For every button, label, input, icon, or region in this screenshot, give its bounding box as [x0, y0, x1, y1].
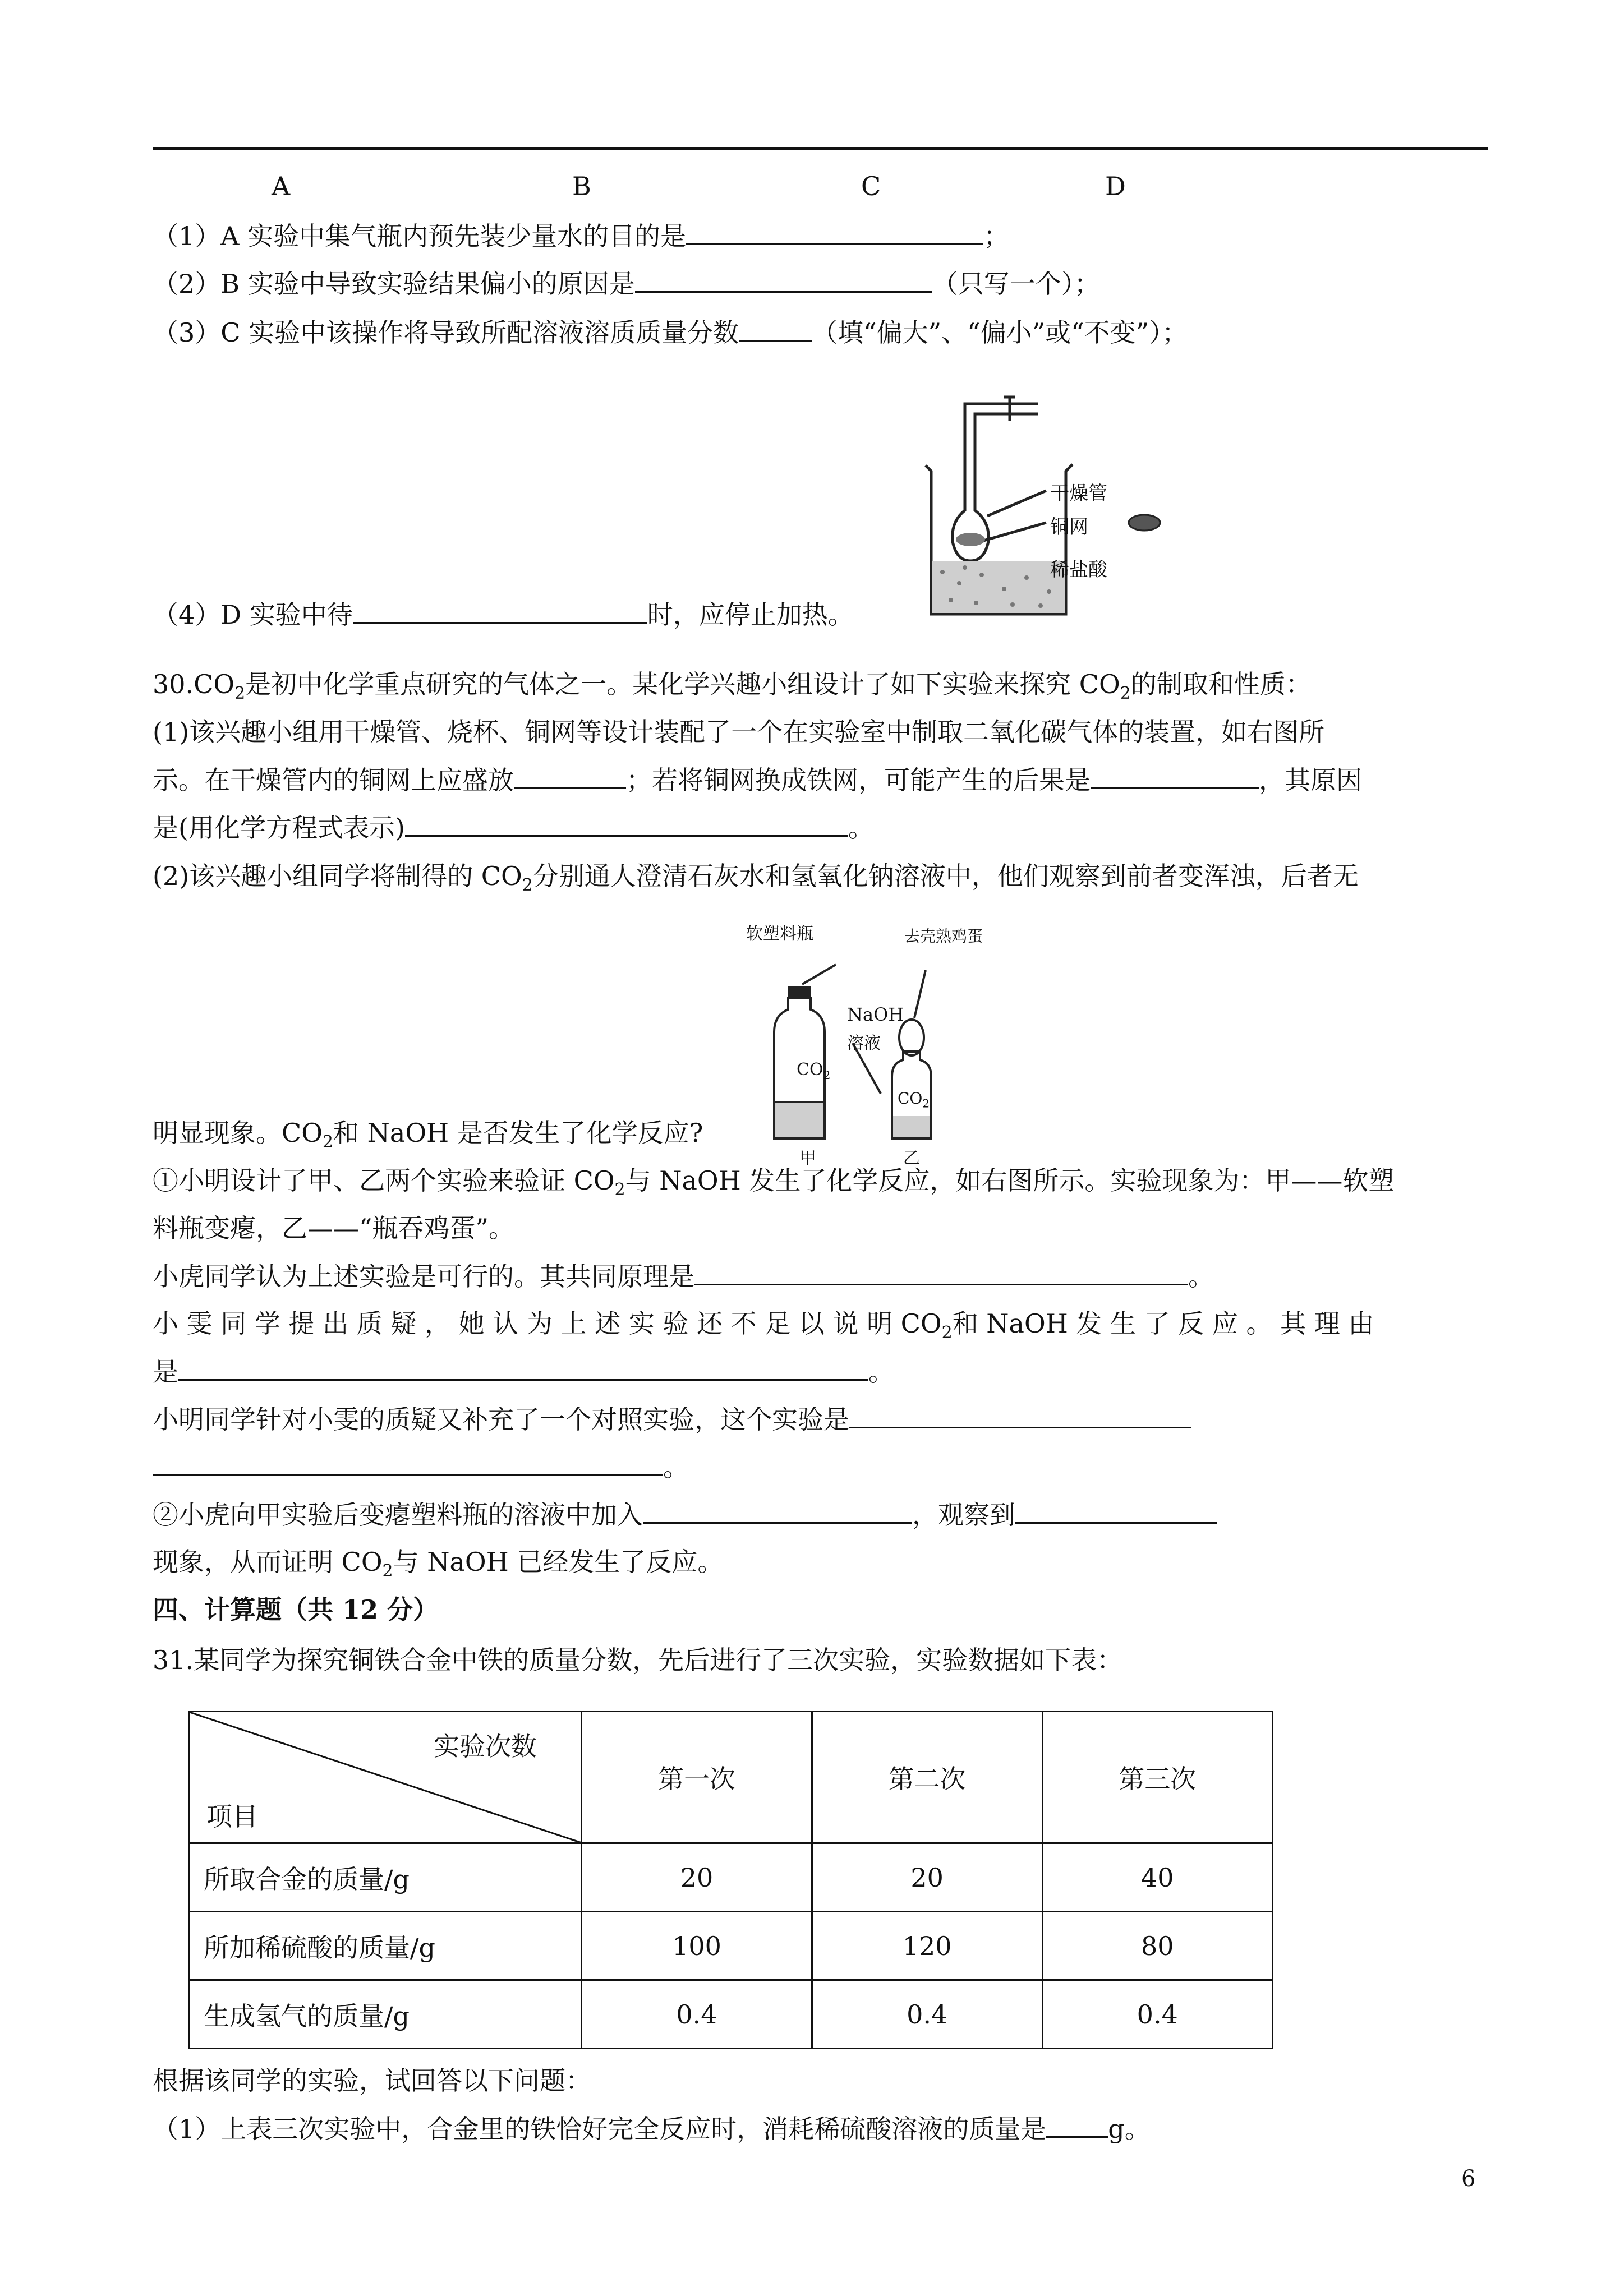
- q30-c1-line3: [153, 1259, 1214, 1293]
- experiment-data-table: [188, 1711, 1273, 2049]
- subscript: 2: [823, 1068, 831, 1082]
- text-run: 的制取和性质：: [1130, 669, 1312, 699]
- answer-blank[interactable]: [514, 763, 626, 789]
- section-title: 四、计算题（共 12 分）: [153, 1594, 439, 1625]
- q29-part3-text: （3）C 实验中该操作将导致所配溶液溶质质量分数: [153, 317, 739, 348]
- label-dilute-hcl: 稀盐酸: [1050, 559, 1107, 581]
- text-run: 示。在干燥管内的铜网上应盛放: [153, 765, 514, 795]
- q30-c1-line7: [153, 1450, 689, 1484]
- subscript: 2: [322, 1132, 334, 1152]
- label-jia: 甲: [799, 1149, 816, 1168]
- text-run: （1）上表三次实验中，合金里的铁恰好完全反应时，消耗稀硫酸溶液的质量是: [153, 2114, 1047, 2144]
- text-run: 。: [1188, 1261, 1214, 1292]
- column-header: 第二次: [812, 1712, 1042, 1843]
- q29-part2-end: （只写一个）；: [932, 269, 1100, 299]
- text-run: 30.CO: [153, 669, 235, 699]
- option-label-b: B: [572, 171, 591, 201]
- q30-c2-line2: [153, 1545, 723, 1588]
- q30-c1-line5: [153, 1354, 894, 1389]
- label-peeled-egg: 去壳熟鸡蛋: [904, 927, 983, 946]
- answer-blank[interactable]: [1046, 2111, 1108, 2138]
- q29-part2-text: （2）B 实验中导致实验结果偏小的原因是: [153, 269, 635, 299]
- q29-part1-text: （1）A 实验中集气瓶内预先装少量水的目的是: [153, 221, 687, 251]
- q29-part4: [153, 597, 854, 631]
- label-co2-jia: [797, 1060, 830, 1082]
- q30-s1-line2: [153, 763, 1362, 797]
- answer-blank[interactable]: [635, 266, 932, 293]
- subscript: 2: [614, 1180, 625, 1200]
- q30-intro: [153, 667, 1312, 711]
- table-cell: 100: [582, 1912, 812, 1980]
- row-label: 所取合金的质量/g: [189, 1843, 582, 1912]
- option-label-c: C: [861, 171, 881, 201]
- answer-blank[interactable]: [694, 1259, 1188, 1285]
- answer-blank[interactable]: [153, 1450, 663, 1476]
- text-run: 是(用化学方程式表示): [153, 813, 405, 843]
- q31-follow: 根据该同学的实验，试回答以下问题：: [153, 2066, 591, 2096]
- text-run: 是: [153, 1357, 178, 1387]
- subscript: 2: [922, 1096, 930, 1110]
- q30-c1-line4: [153, 1307, 1374, 1350]
- q31-part1: [153, 2111, 1151, 2146]
- answer-blank[interactable]: [686, 219, 983, 245]
- q29-part3-end: （填“偏大”、“偏小”或“不变”）；: [812, 317, 1188, 348]
- q30-s2-line2: [153, 1116, 703, 1159]
- q30-s2-line1: [153, 859, 1359, 902]
- option-label-a: A: [272, 171, 291, 201]
- column-header: 第三次: [1042, 1712, 1273, 1843]
- answer-blank[interactable]: [1015, 1497, 1217, 1524]
- option-label-d: D: [1105, 171, 1126, 201]
- text-run: 。: [868, 1357, 894, 1387]
- table-cell: 120: [812, 1912, 1042, 1980]
- column-header: 第一次: [582, 1712, 812, 1843]
- label-yi: 乙: [903, 1149, 920, 1168]
- text-run: g。: [1108, 2114, 1151, 2144]
- answer-blank[interactable]: [353, 597, 647, 624]
- row-label: 生成氢气的质量/g: [189, 1980, 582, 2049]
- subscript: 2: [941, 1323, 953, 1343]
- text-run: 现象，从而证明 CO: [153, 1547, 383, 1577]
- q30-c1-line6: [153, 1402, 1191, 1436]
- text-run: 与 NaOH 发生了化学反应，如右图所示。实验现象为：甲——软塑: [625, 1165, 1395, 1196]
- label-copper-mesh: 铜网: [1050, 516, 1088, 538]
- text-run: 与 NaOH 已经发生了反应。: [393, 1547, 724, 1577]
- row-label: 所加稀硫酸的质量/g: [189, 1912, 582, 1980]
- label-co2-yi: [898, 1089, 930, 1110]
- q30-s1-line3: [153, 810, 874, 845]
- table-cell: 0.4: [812, 1980, 1042, 2049]
- text-run: 明显现象。CO: [153, 1118, 323, 1148]
- answer-blank[interactable]: [739, 315, 812, 342]
- q29-part4-text: （4）D 实验中待: [153, 600, 353, 630]
- answer-blank[interactable]: [849, 1402, 1191, 1428]
- table-row: [189, 1843, 1273, 1912]
- text-run: ，观察到: [912, 1500, 1015, 1530]
- corner-bottom-label: 项目: [206, 1801, 258, 1832]
- answer-blank[interactable]: [1091, 763, 1259, 789]
- text-run: 小虎同学认为上述实验是可行的。其共同原理是: [153, 1261, 694, 1292]
- answer-blank[interactable]: [405, 810, 848, 837]
- text-run: 小明同学针对小雯的质疑又补充了一个对照实验，这个实验是: [153, 1404, 849, 1435]
- subscript: 2: [382, 1561, 393, 1582]
- text-run: ②小虎向甲实验后变瘪塑料瓶的溶液中加入: [153, 1500, 643, 1530]
- q29-part1-end: ；: [983, 221, 1010, 251]
- text-run: (2)该兴趣小组同学将制得的 CO: [153, 861, 522, 891]
- q29-part2: [153, 266, 1100, 301]
- text-run: ①小明设计了甲、乙两个实验来验证 CO: [153, 1165, 615, 1196]
- text-run: 和 NaOH 发 生 了 反 应 。 其 理 由: [952, 1308, 1374, 1339]
- text-run: 小 雯 同 学 提 出 质 疑 ， 她 认 为 上 述 实 验 还 不 足 以 说 明 CO: [153, 1308, 942, 1339]
- answer-blank[interactable]: [178, 1354, 868, 1381]
- q30-c2-line1: [153, 1497, 1217, 1532]
- subscript: 2: [234, 684, 246, 704]
- q31-intro: 31.某同学为探究铜铁合金中铁的质量分数，先后进行了三次实验，实验数据如下表：: [153, 1645, 1123, 1675]
- text-run: 和 NaOH 是否发生了化学反应?: [333, 1118, 703, 1148]
- table-row: [189, 1980, 1273, 2049]
- q29-part1: [153, 219, 1009, 253]
- page-number: 6: [1461, 2166, 1476, 2192]
- label-solution: 溶液: [847, 1034, 881, 1053]
- text-run: ；若将铜网换成铁网，可能产生的后果是: [626, 765, 1091, 795]
- q30-c1-line1: [153, 1164, 1394, 1207]
- label-soft-plastic-bottle: 软塑料瓶: [746, 924, 813, 944]
- table-cell: 20: [582, 1843, 812, 1912]
- table-row: [189, 1912, 1273, 1980]
- subscript: 2: [522, 875, 533, 896]
- q29-part3: [153, 315, 1188, 349]
- table-cell: 40: [1042, 1843, 1273, 1912]
- text-run: 。: [663, 1452, 689, 1482]
- table-cell: 20: [812, 1843, 1042, 1912]
- q29-part4-end: 时，应停止加热。: [647, 600, 854, 630]
- table-cell: 0.4: [582, 1980, 812, 2049]
- table-cell: 80: [1042, 1912, 1273, 1980]
- answer-blank[interactable]: [643, 1497, 912, 1524]
- label-drying-tube: 干燥管: [1050, 482, 1107, 505]
- table-cell: 0.4: [1042, 1980, 1273, 2049]
- co2-generator-figure: [898, 393, 1178, 628]
- q30-c1-line2: 料瓶变瘪，乙——“瓶吞鸡蛋”。: [153, 1213, 515, 1243]
- text-run: 是初中化学重点研究的气体之一。某化学兴趣小组设计了如下实验来探究 CO: [245, 669, 1120, 699]
- text-run: CO: [797, 1060, 823, 1080]
- text-run: 。: [848, 813, 874, 843]
- corner-top-label: 实验次数: [434, 1731, 537, 1762]
- text-run: 分别通人澄清石灰水和氢氧化钠溶液中，他们观察到前者变浑浊，后者无: [532, 861, 1359, 891]
- subscript: 2: [1120, 684, 1131, 704]
- text-run: CO: [898, 1089, 923, 1108]
- q30-s1-line1: (1)该兴趣小组用干燥管、烧杯、铜网等设计装配了一个在实验室中制取二氧化碳气体的装置，如右图所: [153, 717, 1325, 747]
- header-rule: [153, 147, 1488, 150]
- text-run: ，其原因: [1259, 765, 1362, 795]
- label-naoh: NaOH: [847, 1004, 904, 1025]
- table-corner-cell: [189, 1712, 582, 1843]
